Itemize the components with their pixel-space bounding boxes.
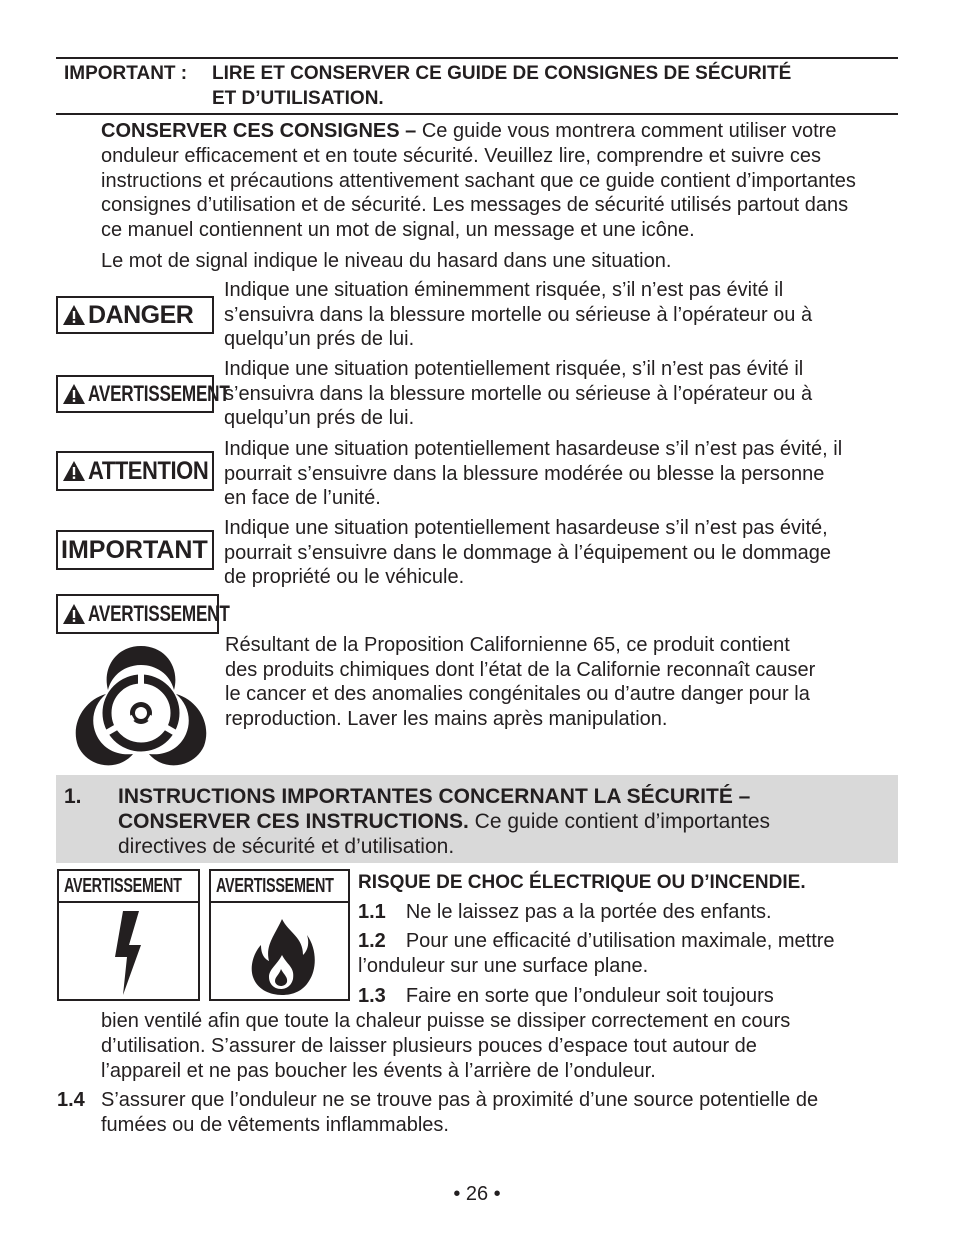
header-line2: ET D’UTILISATION. [212, 88, 384, 109]
important-description [224, 516, 904, 590]
intro-lead: CONSERVER CES CONSIGNES – [101, 120, 417, 142]
item-text: l’onduleur sur une surface plane. [358, 954, 649, 977]
prop65-line: des produits chimiques dont l’état de la Californie reconnaît causer [225, 658, 816, 681]
prop65-text [225, 633, 895, 731]
warning-triangle-icon [62, 603, 86, 625]
item-1-4 [57, 1088, 901, 1138]
danger-label: DANGER [88, 300, 194, 329]
fire-warning-label: AVERTISSEMENT [216, 874, 334, 897]
item-number: 1.2 [358, 930, 386, 952]
warning-triangle-icon [62, 460, 86, 482]
biohazard-icon [68, 638, 214, 768]
section-title-bold: CONSERVER CES INSTRUCTIONS. [118, 810, 469, 833]
header-line1: LIRE ET CONSERVER CE GUIDE DE CONSIGNES DE SÉCURITÉ [212, 63, 792, 84]
important-desc-line: de propriété ou le véhicule. [224, 566, 465, 588]
prop65-line: reproduction. Laver les mains après manipulation. [225, 707, 668, 730]
risk-heading: RISQUE DE CHOC ÉLECTRIQUE OU D’INCENDIE. [358, 872, 806, 893]
avertissement-desc-line: s’ensuivra dans la blessure mortelle ou sérieuse à l’opérateur ou à [224, 382, 813, 405]
shock-warning-box [57, 869, 200, 1001]
item-text: bien ventilé afin que toute la chaleur puisse se dissiper correctement en cours [101, 1010, 791, 1032]
danger-desc-line: s’ensuivra dans la blessure mortelle ou sérieuse à l’opérateur ou à [224, 303, 813, 326]
section-number: 1. [64, 785, 82, 808]
shock-warning-label: AVERTISSEMENT [64, 874, 182, 897]
header-label: IMPORTANT : [64, 63, 188, 84]
attention-desc-line: pourrait s’ensuivre dans la blessure modérée ou blesse la personne [224, 462, 825, 485]
item-1-1 [358, 900, 772, 925]
avertissement-desc-line: quelqu’un prés de lui. [224, 407, 415, 429]
danger-desc-line: Indique une situation éminemment risquée, s’il n’est pas évité il [224, 279, 784, 301]
item-number: 1.3 [358, 985, 386, 1007]
avertissement-badge [56, 375, 230, 413]
prop65-line: le cancer et des anomalies congénitales ou d’autre danger pour la [225, 683, 810, 705]
attention-desc-line: Indique une situation potentiellement hasardeuse s’il n’est pas évité, il [224, 438, 843, 460]
electric-shock-icon [109, 909, 153, 997]
top-rule [56, 57, 898, 59]
section-title [118, 784, 898, 859]
item-text: Pour une efficacité d’utilisation maximale, mettre [405, 930, 835, 952]
avertissement-description [224, 357, 904, 431]
prop65-badge-label: AVERTISSEMENT [88, 601, 230, 626]
page-number: • 26 • [453, 1183, 501, 1205]
section-title-rest: Ce guide contient d’importantes [468, 810, 771, 833]
warning-triangle-icon [62, 304, 86, 326]
danger-desc-line: quelqu’un prés de lui. [224, 328, 415, 350]
item-text: Faire en sorte que l’onduleur soit toujours [405, 985, 774, 1007]
danger-description [224, 278, 904, 352]
item-1-3-start [358, 984, 774, 1009]
intro-line2: onduleur efficacement et en toute sécurité. Veuillez lire, comprendre et suivre ces [101, 144, 822, 167]
item-text: fumées ou de vêtements inflammables. [101, 1113, 449, 1136]
prop65-line: Résultant de la Proposition Californienne 65, ce produit contient [225, 634, 790, 656]
intro-line5: ce manuel contiennent un mot de signal, un message et une icône. [101, 219, 695, 242]
intro-paragraph [101, 119, 901, 243]
danger-badge [56, 296, 214, 334]
attention-description [224, 437, 904, 511]
prop65-badge [56, 594, 230, 634]
section-title-line3: directives de sécurité et d’utilisation. [118, 835, 455, 858]
fire-warning-box [209, 869, 350, 1001]
fire-icon [247, 915, 317, 995]
intro-line4: consignes d’utilisation et de sécurité. Les messages de sécurité utilisés partout dans [101, 194, 849, 217]
item-text: S’assurer que l’onduleur ne se trouve pas à proximité d’une source potentielle de [101, 1089, 819, 1111]
avertissement-label: AVERTISSEMENT [88, 381, 230, 406]
section-1-banner [56, 775, 898, 863]
item-1-3-continuation [101, 1009, 901, 1083]
intro-line1: Ce guide vous montrera comment utiliser votre [416, 120, 837, 142]
warning-triangle-icon [62, 383, 86, 405]
header-bottom-rule [56, 113, 898, 115]
item-text: Ne le laissez pas a la portée des enfants. [405, 901, 772, 923]
attention-desc-line: en face de l’unité. [224, 487, 381, 509]
signal-note: Le mot de signal indique le niveau du hasard dans une situation. [101, 250, 672, 272]
important-desc-line: Indique une situation potentiellement hasardeuse s’il n’est pas évité, [224, 517, 828, 539]
item-number: 1.4 [57, 1089, 85, 1111]
item-1-2 [358, 929, 835, 979]
important-desc-line: pourrait s’ensuivre dans le dommage à l’équipement ou le dommage [224, 541, 832, 564]
avertissement-desc-line: Indique une situation potentiellement risquée, s’il n’est pas évité il [224, 358, 804, 380]
section-title-line1: INSTRUCTIONS IMPORTANTES CONCERNANT LA SÉCURITÉ – [118, 785, 751, 808]
attention-badge [56, 451, 214, 491]
intro-line3: instructions et précautions attentivement sachant que ce guide contient d’importantes [101, 169, 856, 192]
attention-label: ATTENTION [88, 456, 209, 485]
important-badge [56, 530, 214, 570]
item-text: d’utilisation. S’assurer de laisser plusieurs pouces d’espace tout autour de [101, 1034, 757, 1057]
item-text: l’appareil et ne pas boucher les évents à l’arrière de l’onduleur. [101, 1059, 656, 1082]
important-label: IMPORTANT [61, 535, 208, 564]
item-number: 1.1 [358, 901, 386, 923]
